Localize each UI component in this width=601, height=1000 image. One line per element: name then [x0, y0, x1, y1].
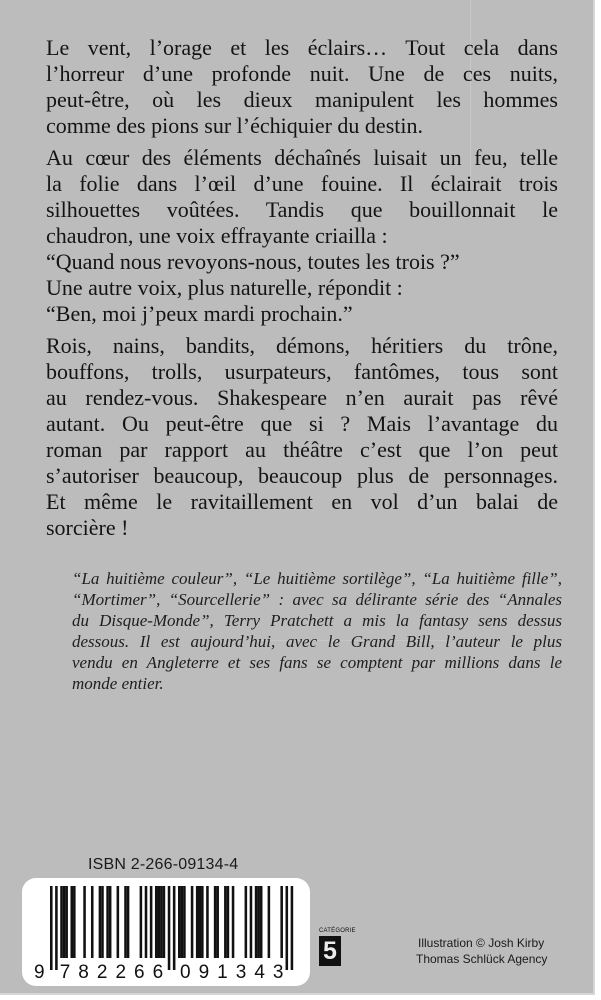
barcode-bar: [198, 886, 201, 958]
blurb-line: comme des pions sur l’échiquier du destin.: [46, 113, 423, 138]
barcode-bar: [206, 886, 209, 958]
barcode-bar: [286, 886, 289, 970]
credits: [418, 935, 547, 967]
category-badge: [319, 928, 356, 966]
barcode-bar: [257, 886, 260, 958]
blurb-line: peut-être, où les dieux manipulent les hommes: [46, 87, 558, 112]
author-note-line: vendu en Angleterre et ses fans se comptent par millions dans le: [72, 653, 562, 672]
author-note: [72, 568, 562, 694]
barcode-bars: [50, 886, 293, 970]
blurb-line: bouffons, trolls, usurpateurs, fantômes, tous sont: [46, 359, 558, 384]
barcode-bar: [145, 886, 148, 958]
barcode-bar: [70, 886, 73, 958]
barcode-bar: [50, 886, 53, 970]
barcode-bar: [60, 886, 63, 958]
barcode-bar: [201, 886, 204, 958]
barcode-bar: [91, 886, 94, 958]
barcode-bar: [160, 886, 163, 958]
barcode-bar: [158, 886, 161, 958]
barcode-bar: [155, 886, 158, 958]
barcode-bar: [268, 886, 271, 958]
barcode-bar: [117, 886, 120, 958]
blurb-line: s’autoriser beaucoup, beaucoup plus de personnages.: [46, 463, 558, 488]
category-number: 5: [319, 936, 341, 966]
barcode-bar: [55, 886, 58, 970]
barcode-bar: [127, 886, 130, 958]
barcode-bar: [178, 886, 181, 958]
barcode-bar: [63, 886, 66, 958]
author-note-line: monde entier.: [72, 674, 164, 693]
barcode: [22, 878, 310, 986]
barcode-bar: [216, 886, 219, 958]
barcode-graphic: [22, 878, 310, 986]
barcode-bar: [163, 886, 166, 958]
barcode-bar: [73, 886, 76, 958]
blurb-line: Et même le ravitaillement en vol d’un balai de: [46, 489, 558, 514]
blurb-line: autant. Ou peut-être que si ? Mais l’avantage du: [46, 411, 558, 436]
barcode-bar: [109, 886, 112, 958]
barcode-bar: [181, 886, 184, 958]
blurb-paragraph: [46, 145, 558, 327]
barcode-bar: [150, 886, 153, 958]
barcode-bar: [191, 886, 194, 958]
blurb-line: roman par rapport au théâtre c’est que l’on peut: [46, 437, 558, 462]
barcode-bar: [245, 886, 248, 958]
barcode-bar: [101, 886, 104, 958]
category-label: CATÉGORIE: [319, 928, 356, 934]
barcode-bar: [214, 886, 217, 958]
barcode-bar: [168, 886, 171, 970]
illustration-credit: Illustration © Josh Kirby: [418, 936, 545, 950]
barcode-right-digits: 091343: [180, 962, 284, 983]
barcode-bar: [227, 886, 230, 958]
barcode-bar: [183, 886, 186, 958]
blurb-line: chaudron, une voix effrayante criailla :: [46, 223, 388, 248]
agency-credit: Thomas Schlück Agency: [416, 952, 548, 966]
barcode-bar: [83, 886, 86, 958]
author-note-line: “La huitième couleur”, “Le huitième sortilège”, “La huitième fille”,: [72, 569, 562, 588]
isbn-label: ISBN 2-266-09134-4: [88, 856, 239, 873]
barcode-bar: [291, 886, 294, 970]
barcode-bar: [106, 886, 109, 958]
blurb-line: l’horreur d’une profonde nuit. Une de ces nuits,: [46, 61, 558, 86]
barcode-bar: [260, 886, 263, 958]
barcode-bar: [99, 886, 102, 958]
blurb-paragraph: [46, 35, 558, 139]
barcode-bar: [124, 886, 127, 958]
barcode-bar: [224, 886, 227, 958]
blurb-line: silhouettes voûtées. Tandis que bouillonnait le: [46, 197, 558, 222]
barcode-left-digits: 782266: [59, 962, 164, 983]
blurb-line: Le vent, l’orage et les éclairs… Tout cela dans: [46, 35, 558, 60]
barcode-bar: [196, 886, 199, 958]
blurb-line: la folie dans l’œil d’une fouine. Il éclairait trois: [46, 171, 558, 196]
blurb-line: “Ben, moi j’peux mardi prochain.”: [46, 301, 353, 326]
barcode-bar: [280, 886, 283, 958]
barcode-bar: [173, 886, 176, 970]
barcode-bar: [250, 886, 253, 958]
blurb-line: Au cœur des éléments déchaînés luisait un feu, telle: [46, 145, 558, 170]
barcode-bar: [255, 886, 258, 958]
blurb-paragraph: [46, 333, 558, 541]
blurb-line: Une autre voix, plus naturelle, répondit :: [46, 275, 403, 300]
author-note-line: dessous. Il est aujourd’hui, avec le Grand Bill, l’auteur le plus: [72, 632, 562, 651]
blurb-line: “Quand nous revoyons-nous, toutes les trois ?”: [46, 249, 460, 274]
barcode-bar: [232, 886, 235, 958]
blurb-text: [46, 35, 558, 547]
blurb-line: sorcière !: [46, 515, 129, 540]
blurb-line: au rendez-vous. Shakespeare n’en aurait pas rêvé: [46, 385, 558, 410]
author-note-line: du Disque-Monde”, Terry Pratchett a mis la fantasy sens dessus: [72, 611, 562, 630]
barcode-first-digit: 9: [34, 962, 45, 983]
author-note-line: “Mortimer”, “Sourcellerie” : avec sa délirante série des “Annales: [72, 590, 562, 609]
barcode-bar: [140, 886, 143, 958]
barcode-bar: [65, 886, 68, 958]
blurb-line: Rois, nains, bandits, démons, héritiers du trône,: [46, 333, 558, 358]
